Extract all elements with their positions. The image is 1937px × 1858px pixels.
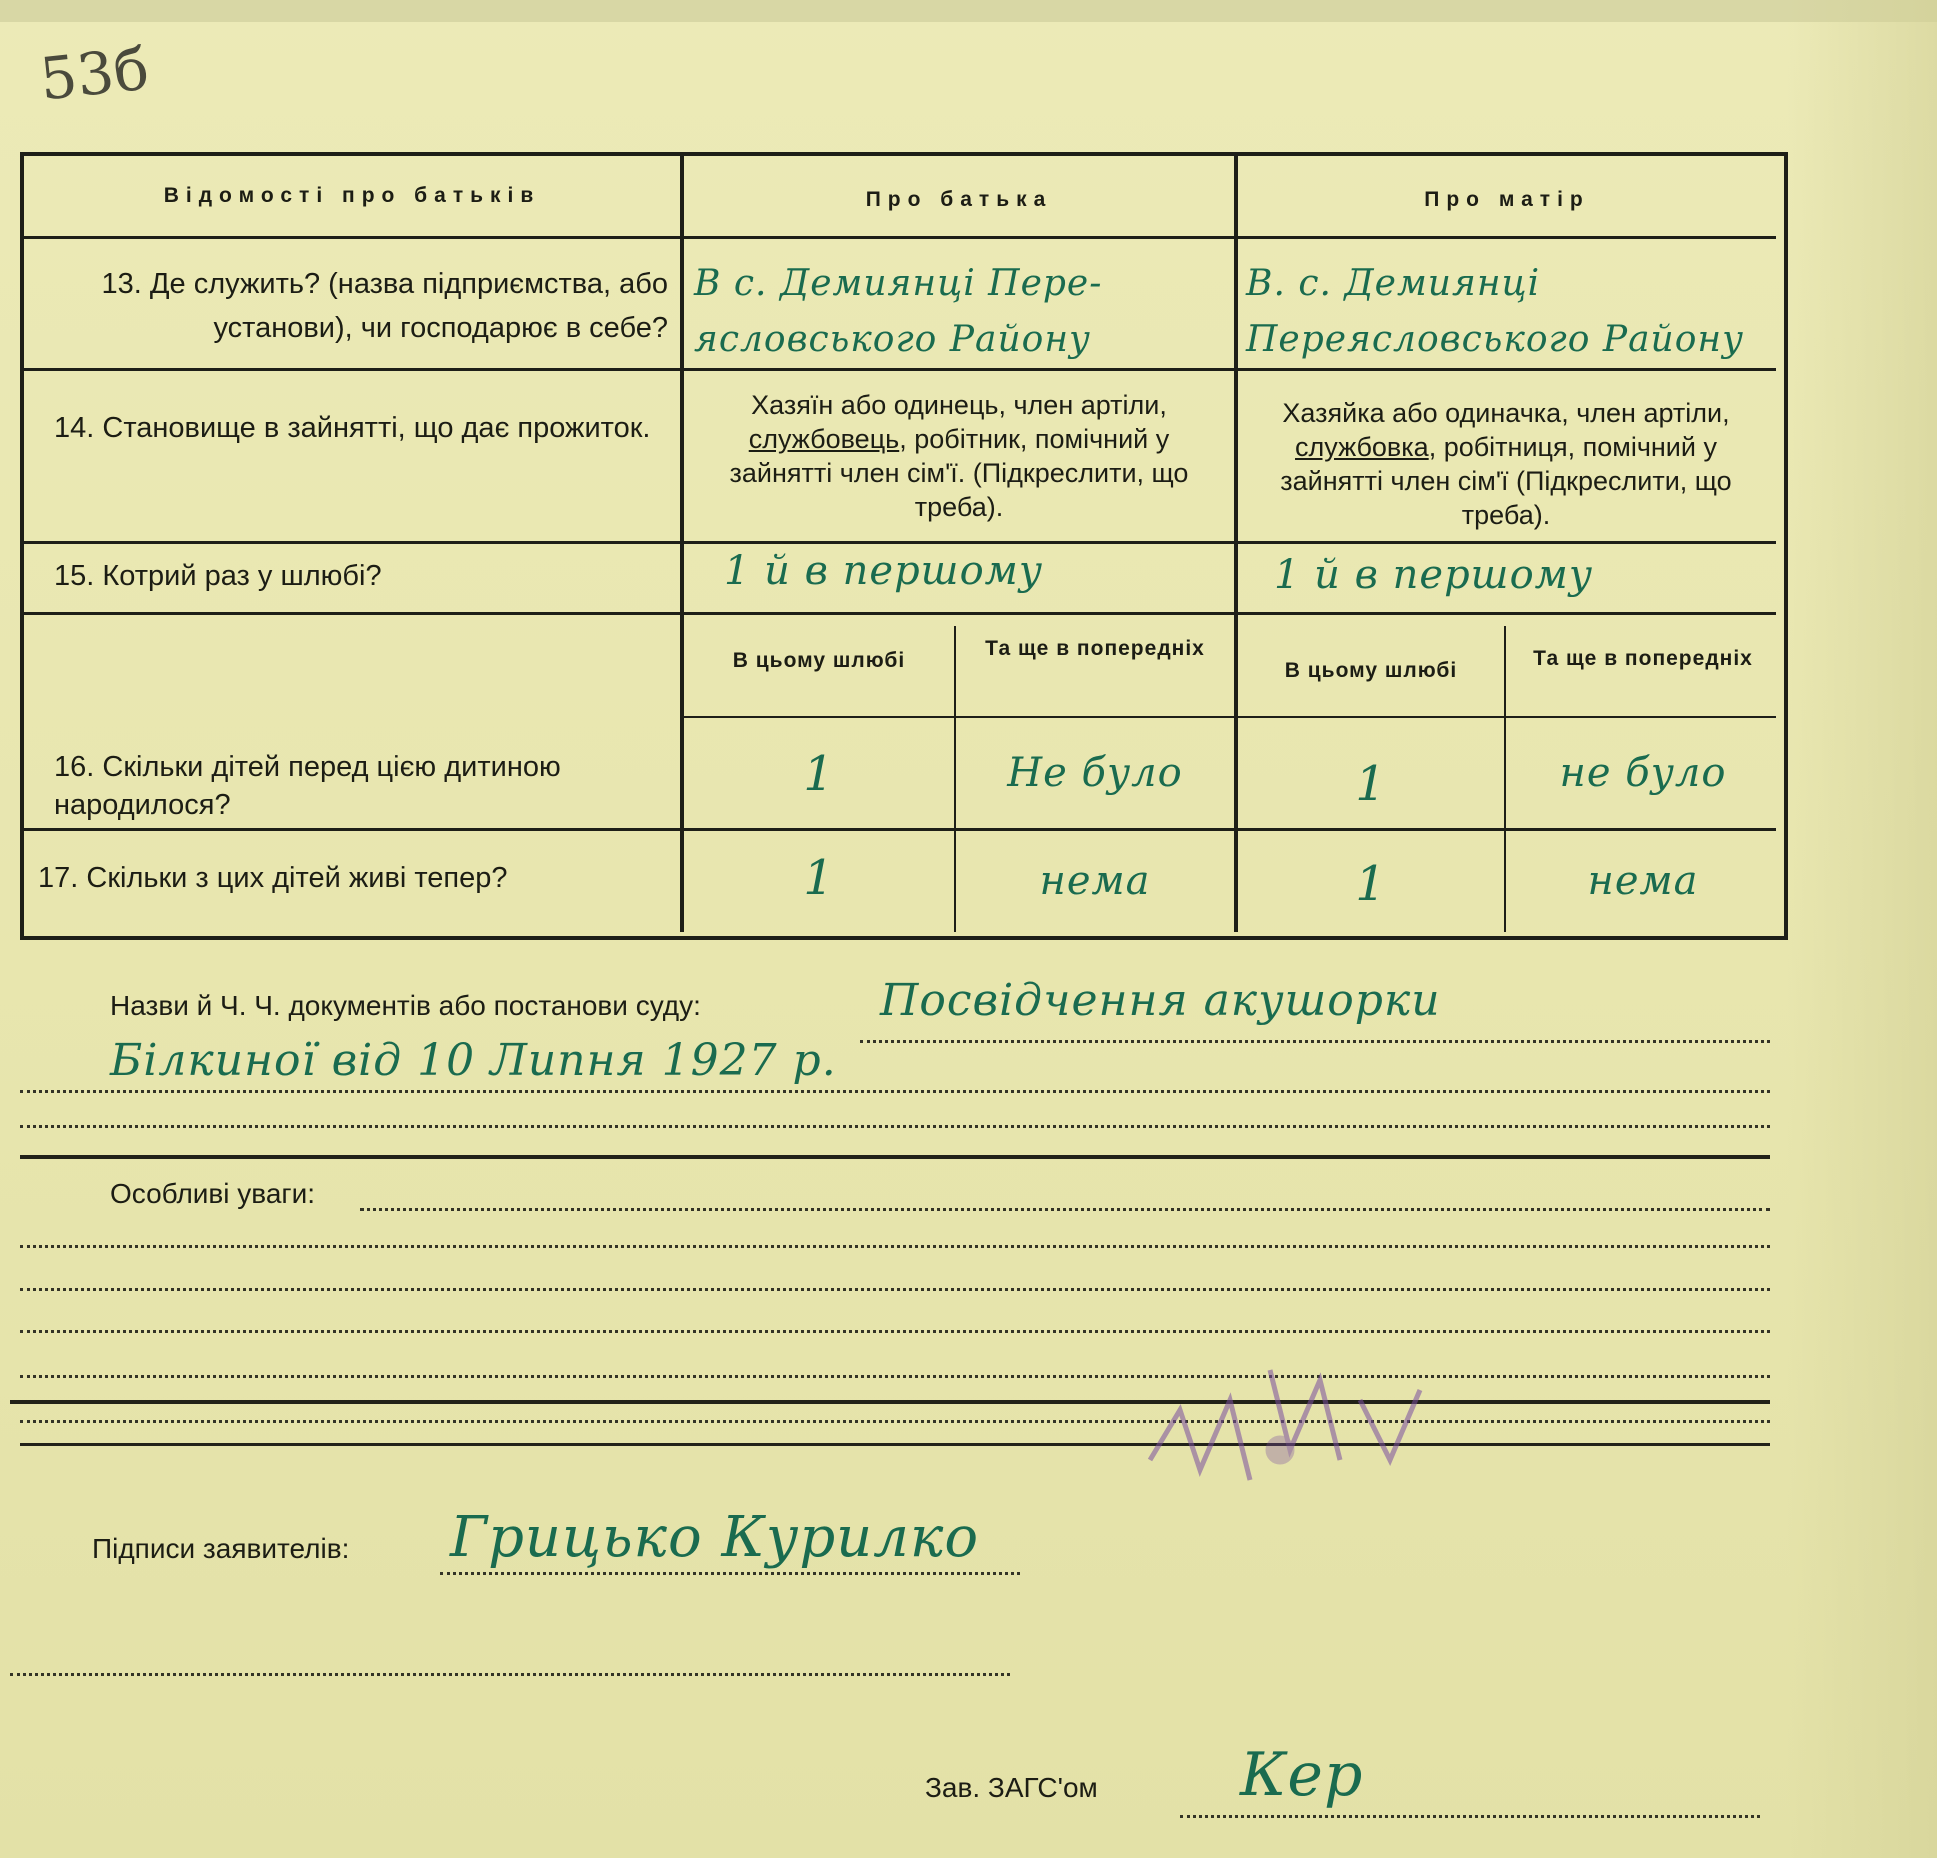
question-16: 16. Скільки дітей перед цією дитиною народилося? xyxy=(54,751,561,821)
answer-17-mother-this: 1 xyxy=(1355,856,1387,912)
header-mother: Про матір xyxy=(1424,188,1590,211)
sub-header-this-marriage-mother: В цьому шлюбі xyxy=(1284,659,1458,682)
answer-15-mother: 1 й в першому xyxy=(1274,552,1594,598)
options-14-father: Хазяїн або одинець, член артіли, службовець, робітник, помічний у зайнятті член сім'ї. (Підкреслити, що треба). xyxy=(729,390,1189,522)
documents-value-line1: Посвідчення акушорки xyxy=(880,975,1441,1026)
answer-16-father-this: 1 xyxy=(803,746,835,802)
answer-16-mother-prev: не було xyxy=(1559,750,1727,796)
answer-17-mother-prev: нема xyxy=(1587,858,1699,904)
applicants-signature: Грицько Курилко xyxy=(450,1505,980,1570)
options-14-mother: Хазяйка або одиначка, член артіли, службовка, робітниця, помічний у зайнятті член сім'ї (Підкреслити, що треба). xyxy=(1280,398,1732,530)
question-15: 15. Котрий раз у шлюбі? xyxy=(54,560,382,592)
parents-info-table xyxy=(20,152,1788,940)
remarks-label: Особливі уваги: xyxy=(110,1178,316,1209)
sub-header-this-marriage-father: В цьому шлюбі xyxy=(732,649,906,672)
page-number: 53б xyxy=(36,34,152,114)
question-17: 17. Скільки з цих дітей живі тепер? xyxy=(38,862,508,894)
page-top-edge xyxy=(0,0,1937,22)
answer-16-father-prev: Не було xyxy=(1007,750,1183,796)
question-14: 14. Становище в зайнятті, що дає прожиток. xyxy=(54,412,651,444)
question-13: 13. Де служить? (назва підприємства, або установи), чи господарює в себе? xyxy=(101,268,668,344)
answer-16-mother-this: 1 xyxy=(1355,756,1387,812)
header-father: Про батька xyxy=(865,188,1053,211)
answer-13-father: В с. Демиянці Пере- ясловського Району xyxy=(694,263,1103,360)
answer-17-father-this: 1 xyxy=(803,850,835,906)
documents-label: Назви й Ч. Ч. документів або постанови суду: xyxy=(110,990,701,1021)
page-right-edge xyxy=(1787,0,1937,1858)
sub-header-previous-father: Та ще в попередніх xyxy=(985,637,1205,660)
documents-value-line2: Білкиної від 10 Липня 1927 р. xyxy=(110,1035,837,1086)
answer-17-father-prev: нема xyxy=(1039,858,1151,904)
registrar-label: Зав. ЗАГС'ом xyxy=(925,1772,1098,1803)
registrar-signature: Кер xyxy=(1240,1740,1364,1810)
answer-15-father: 1 й в першому xyxy=(724,548,1044,594)
sub-header-previous-mother: Та ще в попередніх xyxy=(1533,647,1753,670)
answer-13-mother: В. с. Демиянці Переясловського Району xyxy=(1246,263,1744,360)
faded-stamp-mark xyxy=(1120,1310,1440,1550)
signatures-label: Підписи заявителів: xyxy=(92,1533,350,1564)
header-parents-info: Відомості про батьків xyxy=(163,184,541,207)
